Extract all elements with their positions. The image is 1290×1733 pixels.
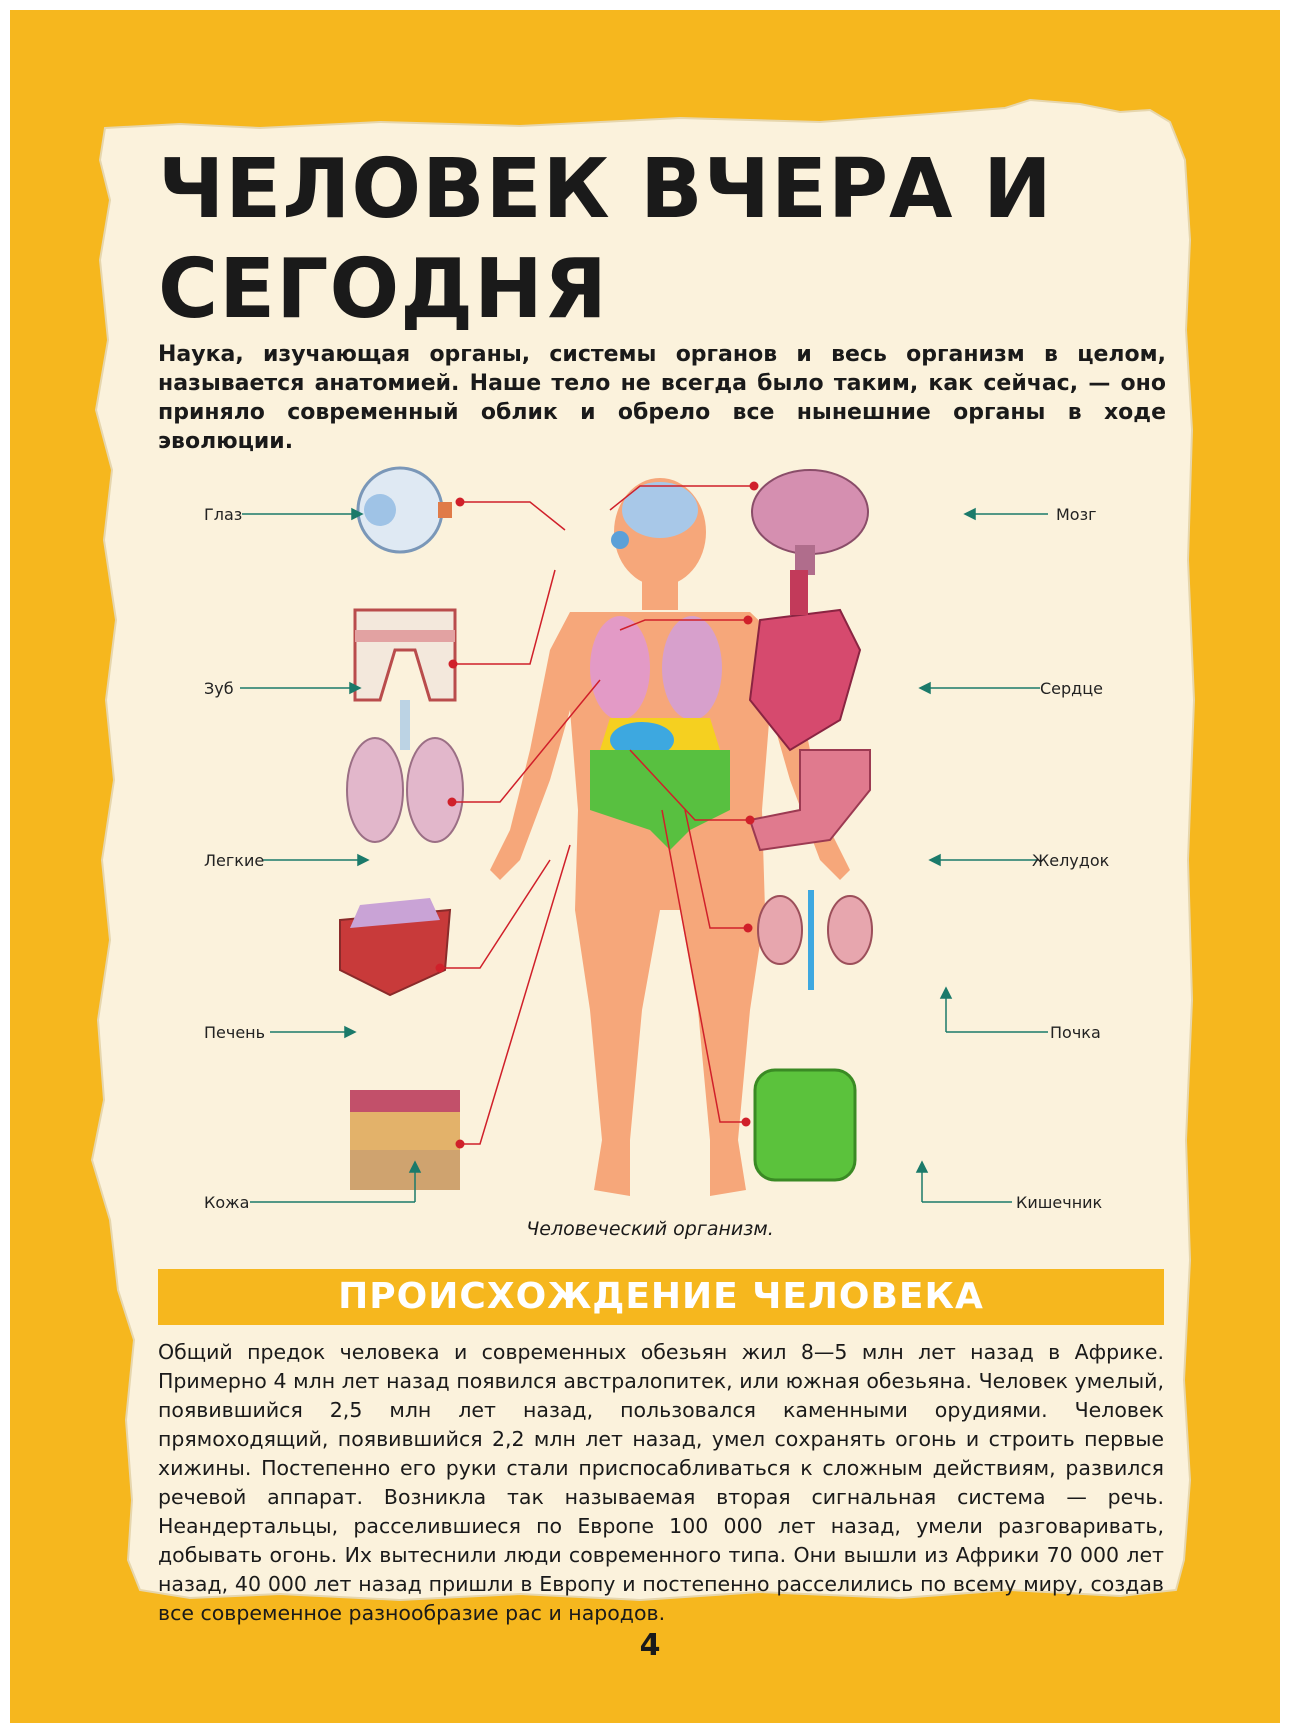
page-title: ЧЕЛОВЕК ВЧЕРА И СЕГОДНЯ <box>158 142 1053 337</box>
intro-paragraph: Наука, изучающая органы, системы органов и весь организм в целом, называется анатомией. Наше тело не всегда было таким, как сейчас, — оно приняло современный облик и обрело все нынешние органы в ходе эволюции. <box>158 342 1166 454</box>
eye-illustration <box>358 468 452 552</box>
label-skin: Кожа <box>204 1193 250 1212</box>
diagram-caption: Человеческий организм. <box>526 1218 774 1240</box>
kidney-illustration <box>758 890 872 990</box>
label-intestine: Кишечник <box>1016 1193 1103 1212</box>
skin-illustration <box>350 1090 460 1190</box>
liver-illustration <box>340 898 450 995</box>
section-body-text: Общий предок человека и современных обезьян жил 8—5 млн лет назад в Африке. Примерно 4 млн лет назад появился австралопитек, или южная обезьяна. Человек умелый, появившийся 2,5 млн лет назад, пользовался каменными орудиями. Человек прямоходящий, появившийся 2,2 млн лет назад, умел сохранять огонь и строить первые хижины. Постепенно его руки стали приспосабливаться к сложным действиям, развился речевой аппарат. Возникла так называемая вторая сигнальная система — речь. Неандертальцы, расселившиеся по Европе 100 000 лет назад, умели разговаривать, добывать огонь. Их вытеснили люди современного типа. Они вышли из Африки 70 000 лет назад, 40 000 лет назад пришли в Европу и постепенно расселились по всему миру, создав все современное разнообразие рас и народов. <box>158 1340 1164 1625</box>
right-lung-in-body <box>662 616 722 720</box>
label-heart: Сердце <box>1040 679 1103 698</box>
brain-illustration <box>752 470 868 575</box>
label-stomach: Желудок <box>1032 851 1110 870</box>
stomach-illustration <box>750 750 870 850</box>
page-number: 4 <box>639 1628 661 1663</box>
label-tooth: Зуб <box>204 679 234 698</box>
label-lungs: Легкие <box>204 851 265 870</box>
eye-in-body <box>611 531 629 549</box>
section-heading-band <box>158 1269 1164 1325</box>
lungs-illustration <box>347 700 463 842</box>
left-lung-in-body <box>590 616 650 720</box>
intestine-illustration <box>755 1070 855 1180</box>
label-brain: Мозг <box>1056 505 1097 524</box>
label-eye: Глаз <box>204 505 243 524</box>
tooth-illustration <box>355 610 455 700</box>
label-kidney: Почка <box>1050 1023 1101 1042</box>
label-liver: Печень <box>204 1023 266 1042</box>
section-heading: ПРОИСХОЖДЕНИЕ ЧЕЛОВЕКА <box>338 1276 984 1317</box>
anatomy-diagram <box>190 450 1110 1240</box>
